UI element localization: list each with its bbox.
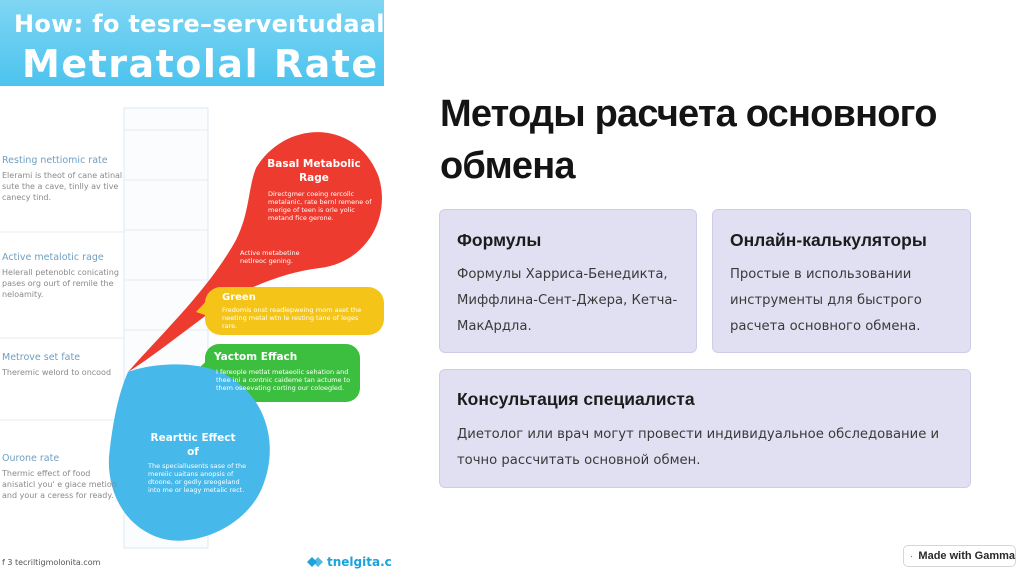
card-formulas	[439, 209, 697, 353]
infographic-logo-text: tnelgita.c	[327, 555, 392, 569]
yellow-pill-title: Green	[222, 292, 256, 303]
side-label-3: Metrove set fate Theremic welord to oncood	[2, 352, 112, 377]
made-with-gamma-badge[interactable]	[903, 545, 1016, 567]
made-with-gamma-label: Made with Gamma	[918, 550, 1015, 562]
card-calculators-text: Простые в использовании инструменты для быстрого расчета основного обмена.	[730, 267, 922, 334]
red-bubble-title: Basal Metabolic Rage	[267, 158, 361, 184]
card-formulas-text: Формулы Харриса-Бенедикта, Миффлина-Сент-Джера, Кетча-МакАрдла.	[457, 267, 678, 334]
card-calculators	[712, 209, 971, 353]
card-consultation-text: Диетолог или врач могут провести индивидуальное обследование и точно рассчитать основной обмен.	[457, 427, 940, 468]
page-title: Методы расчета основного обмена	[440, 93, 937, 187]
side-label-4: Ourone rate Thermic effect of food anisaticl you' e giace metion and your a ceress for ready.	[2, 453, 117, 500]
yellow-pill-text: Fredomis onst readlepweing rnom aset the neeting metal wtn le resting tane of leges rare.	[222, 306, 362, 330]
card-consultation	[439, 369, 971, 488]
red-bubble-text-2: Active metabetine netlreoc gening.	[240, 249, 300, 265]
logo-icon	[306, 556, 324, 568]
green-pill-title: Yactom Effach	[214, 351, 298, 363]
card-calculators-title: Онлайн-калькуляторы	[730, 230, 927, 250]
infographic-logo	[306, 555, 392, 569]
card-formulas-title: Формулы	[457, 230, 542, 250]
infographic-title-line1: How: fo tesre–serveıtudaale	[14, 10, 402, 38]
blue-circle-title: Rearttic Effect of	[150, 432, 236, 458]
green-pill-text: I fereople metlat metaeolic sehation and thee ini a contnic caideme tan actume to them oseevating corting our coloegled.	[216, 368, 351, 392]
red-bubble-text: Directgmer coeing rercollc metalanic, rate bernl remene of merige of teen is orle yolic metand fice gerone.	[268, 190, 372, 222]
side-label-2: Active metalotic rage Helerall petenoblc conicating pases org ourt of remile the neloamity.	[2, 252, 119, 299]
side-label-1: Resting nettiomic rate Elerami is theot of cane atinal sute the a cave, tinlly av tive canecy tind.	[2, 155, 123, 202]
infographic-footer: f 3 tecriltigmolonita.com	[2, 558, 101, 567]
blue-circle-text: The speciallusents sase of the mereiic uaitans anopsis of dtoone, or gedly sreogeland into me or leagy metalic rect.	[148, 462, 247, 494]
infographic-image	[0, 0, 402, 574]
card-consultation-title: Консультация специалиста	[457, 389, 695, 409]
gamma-icon	[911, 551, 912, 562]
infographic-title-line2: Metratolal Rate	[22, 42, 379, 86]
